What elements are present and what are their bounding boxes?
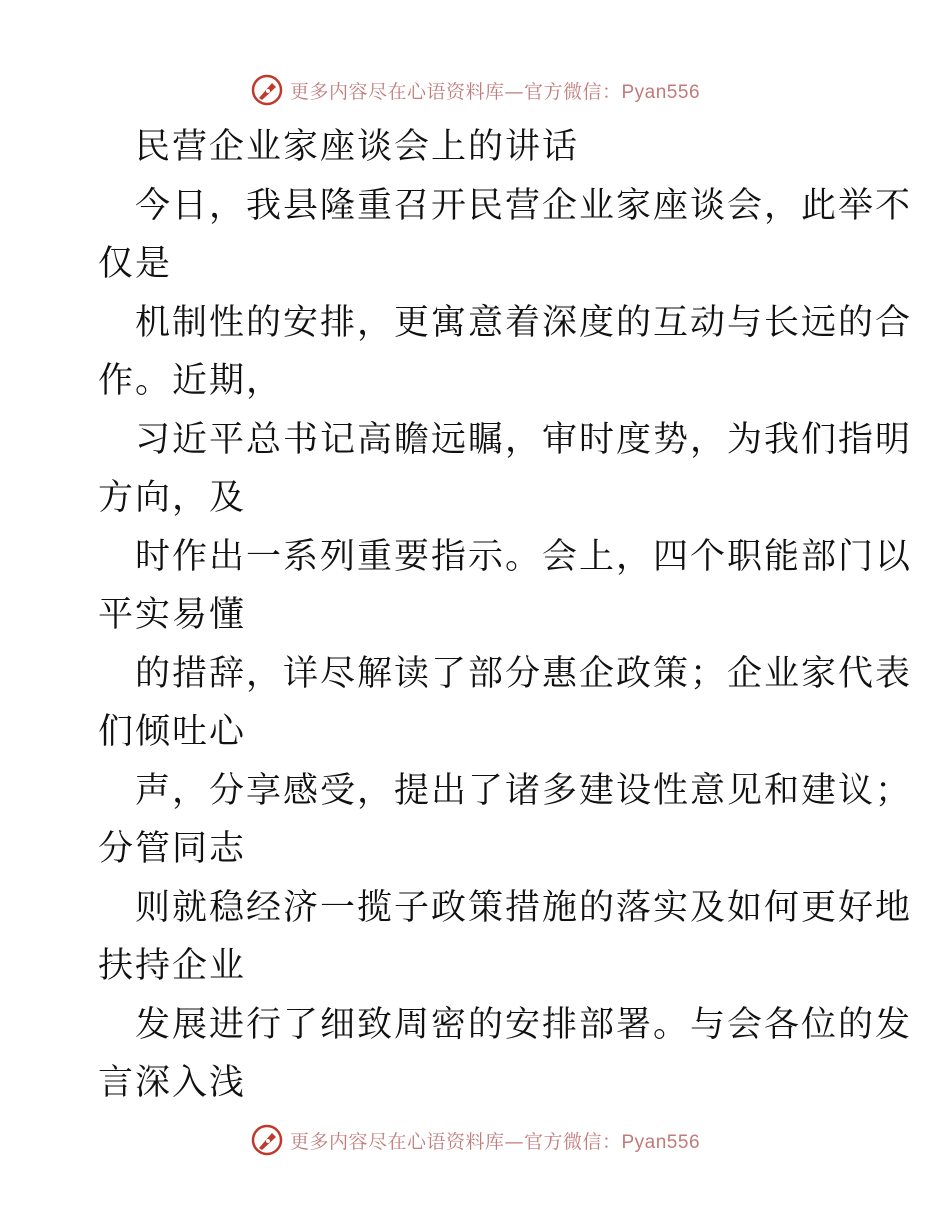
watermark-text: 更多内容尽在心语资料库—官方微信：Pyan556 bbox=[289, 80, 701, 103]
text-line: 平实易懂 bbox=[98, 595, 247, 635]
pen-nib-logo-icon bbox=[250, 73, 284, 107]
header-watermark bbox=[0, 70, 950, 110]
watermark-text: 更多内容尽在心语资料库—官方微信：Pyan556 bbox=[289, 1130, 701, 1153]
document-body bbox=[98, 118, 913, 1113]
text-line: 则就稳经济一揽子政策措施的落实及如何更好地 bbox=[135, 887, 913, 928]
text-line: 习近平总书记高瞻远瞩，审时度势，为我们指明 bbox=[135, 419, 913, 460]
pen-nib-logo-icon bbox=[250, 1123, 284, 1157]
text-line: 机制性的安排，更寓意着深度的互动与长远的合 bbox=[135, 302, 913, 343]
document-title: 民营企业家座谈会上的讲话 bbox=[135, 127, 580, 167]
text-line: 们倾吐心 bbox=[98, 712, 247, 752]
footer-watermark bbox=[0, 1120, 950, 1160]
text-line: 言深入浅 bbox=[98, 1063, 247, 1103]
text-line: 声，分享感受，提出了诸多建设性意见和建议； bbox=[135, 770, 913, 811]
text-line: 今日，我县隆重召开民营企业家座谈会，此举不 bbox=[135, 185, 913, 226]
text-line: 作。近期， bbox=[98, 361, 284, 401]
text-line: 发展进行了细致周密的安排部署。与会各位的发 bbox=[135, 1004, 913, 1045]
text-line: 仅是 bbox=[98, 244, 173, 284]
text-line: 方向，及 bbox=[98, 478, 247, 518]
text-line: 扶持企业 bbox=[98, 946, 247, 986]
text-line: 的措辞，详尽解读了部分惠企政策；企业家代表 bbox=[135, 653, 913, 694]
text-line: 时作出一系列重要指示。会上，四个职能部门以 bbox=[135, 536, 913, 577]
text-line: 分管同志 bbox=[98, 829, 247, 869]
